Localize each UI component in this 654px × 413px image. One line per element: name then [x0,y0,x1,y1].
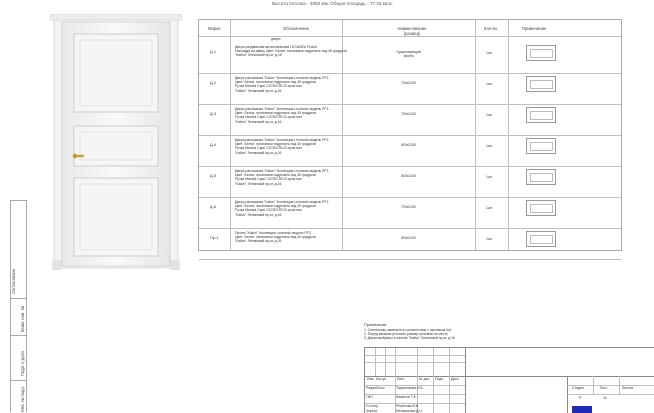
col-header-qty: Кол-во [484,26,498,31]
door-plan-icon [526,169,556,185]
size-line: 700х2100 [401,205,416,209]
row-mark: Д-4 [210,143,216,147]
size-line: 800х2100 [401,174,416,178]
size-line: 800х2100 [401,236,416,240]
notes-title: Примечания: [364,323,387,327]
col-header-mark: Марка [208,26,221,31]
row-size [342,81,475,85]
designation-line: Дверь распашная "Kalivo" Коллекция Leonardo модель PF3 [235,76,329,80]
stamp-sheet-value: 11 [603,396,607,400]
row-qty: 1шт [486,237,493,241]
col-header-designation: Обозначение [283,26,309,31]
designation-line: "Kalivo" Ленинский пр-кт, д.16 [235,119,282,124]
designation-line: "Kalivo" Ленинский пр-кт, д.16 [235,212,282,217]
stamp-role: Чертил [366,409,378,413]
stamp-role: ГИП [366,395,373,399]
stamp-col-list: Лист [397,377,405,381]
stamp-role: Н.контр. [366,404,380,408]
designation-line: Ручка Mariani Capri C2CR/CRC/3 хром мат [235,177,302,182]
designation-line: Цвет: Белое, наличники подрезать под 45 градусов [235,204,316,209]
section-label: двери [271,37,281,41]
stamp-role: Разработал [366,386,385,390]
designation-line: "Kalivo" Ленинский пр-кт, д.16 [235,88,282,93]
col-header-name: Наименование (размер) [397,26,427,36]
note-item: 1. Сантехнику заменить в соответствии с чертежом №1 [364,327,452,332]
stamp-person: Баженов Т.А. [396,395,417,399]
stamp-sheets-label: Листов [622,386,634,390]
stamp-col-doc: № док. [419,377,430,381]
stamp-col-kol: Кол.уч [376,377,387,381]
row-mark: Пр-1 [210,236,219,240]
row-mark: Д-5 [210,174,216,178]
row-mark: Д-1 [210,50,216,54]
door-illustration [50,14,182,270]
side-strip [0,200,28,412]
row-designation [235,76,328,93]
row-size [342,174,475,178]
designation-line: "Kalivo" Ленинский пр-кт, д.16 [235,239,282,244]
designation-line: Дверь распашная "Kalivo" Коллекция Leonardo модель PF3 [235,200,329,204]
stamp-person: Мельникова Д.Н. [396,409,423,413]
door-plan-icon [526,45,556,61]
size-line: 700х2100 [401,81,416,85]
stamp-col-date: Дата [451,377,459,381]
row-size [342,205,475,209]
designation-line: "Кайло" Ленинский пр-кт, д.16 [235,53,282,58]
size-line: 700х2100 [401,112,416,116]
row-mark: Д-2 [210,81,216,85]
row-size [342,143,475,147]
stamp-person: Решетова В.В. [396,404,419,408]
row-qty: 1шт [486,206,493,210]
door-plan-icon [526,138,556,154]
designation-line: Проем "Kalivo" Коллекция Leonardo модель PF3 [235,231,311,235]
designation-line: Цвет: Белое, наличники подрезать под 45 градусов [235,142,316,147]
note-item: 2. Перед заказом уточнить размер проемов по месту [364,331,448,336]
row-qty: 1шт [486,113,493,117]
size-line: проем [403,54,414,59]
stamp-stage-label: Стадия [572,386,584,390]
row-designation [235,169,328,186]
designation-line: Дверь распашная "Kalivo" Коллекция Leonardo модель PF3 [235,169,329,173]
designation-line: Дверь распашная "Kalivo" Коллекция Leonardo модель PF3 [235,138,329,142]
note-item: 3. Двери выбраны в салоне "Kalivo" Ленинский пр-кт, д.16 [364,336,455,340]
designation-line: Цвет: Белое, наличники подрезать под 45 градусов [235,173,316,178]
row-designation [235,200,328,217]
designation-line: Дверь распашная "Kalivo" Коллекция Leonardo модель PF3 [235,107,329,111]
row-qty: 1шт [486,82,493,86]
designation-line: Ручка Mariani Capri C2CR/CRC/3 хром мат [235,146,302,151]
door-plan-icon [526,107,556,123]
size-line: Существующий [396,50,421,54]
designation-line: Ручка Mariani Capri C2CR/CRC/3 хром мат [235,84,302,89]
side-label-inv: Инв. № подл. [20,385,25,412]
row-designation [235,138,328,155]
row-qty: 1шт [486,144,493,148]
stamp-col-izm: Изм. [367,377,375,381]
door-plan-icon [526,231,556,247]
stamp-stage-value: Р [579,396,582,400]
notes [364,323,455,340]
row-designation [235,45,347,58]
designation-line: Дверь раздвижная металлическая LEGANZA Porta3 [235,45,317,49]
door-plan-icon [526,76,556,92]
side-label-approved: Согласовано [11,268,16,294]
designation-line: "Kalivo" Ленинский пр-кт, д.16 [235,181,282,186]
designation-line: Ручка Mariani Capri C2CR/CRC/3 хром мат [235,208,302,213]
row-designation [235,107,328,124]
row-qty: 1шт [486,175,493,179]
side-label-replace: Взам. инв. № [20,306,25,332]
stamp-person: Тарасенкова И.А. [396,386,424,390]
row-designation [235,231,316,244]
designation-line: Цвет: Белое, наличники подрезать под 45 градусов [235,80,316,85]
stamp-col-sign: Подп. [435,377,445,381]
row-qty: 1шт [486,51,493,55]
size-line: 800х2100 [401,143,416,147]
row-size [342,112,475,116]
designation-line: Цвет: Белое, наличники подрезать под 45 градусов [235,111,316,116]
row-mark: Д-3 [210,112,216,116]
designation-line: "Kalivo" Ленинский пр-кт, д.16 [235,150,282,155]
row-size [342,50,475,58]
designation-line: Ручка Mariani Capri C2CR/CRC/3 хром мат [235,115,302,120]
sheet-title: Высота потолка - 3050 мм. Общая площадь - 77.33 кв.м. [272,1,393,6]
row-size [342,236,475,240]
door-schedule-table [198,19,622,251]
stamp-sheet-label: Лист [600,386,608,390]
door-plan-icon [526,200,556,216]
designation-line: Цвет: Белое, наличники подрезать под 45 градусов [235,235,316,240]
row-mark: Д-6 [210,205,216,209]
side-label-sign-date: Подп. и дата [20,351,25,376]
col-header-note: Примечание [522,26,547,31]
title-block [364,347,654,413]
designation-line: Накладка на дверь Цвет: Белое, наличники подрезать под 45 градусов [235,49,347,54]
